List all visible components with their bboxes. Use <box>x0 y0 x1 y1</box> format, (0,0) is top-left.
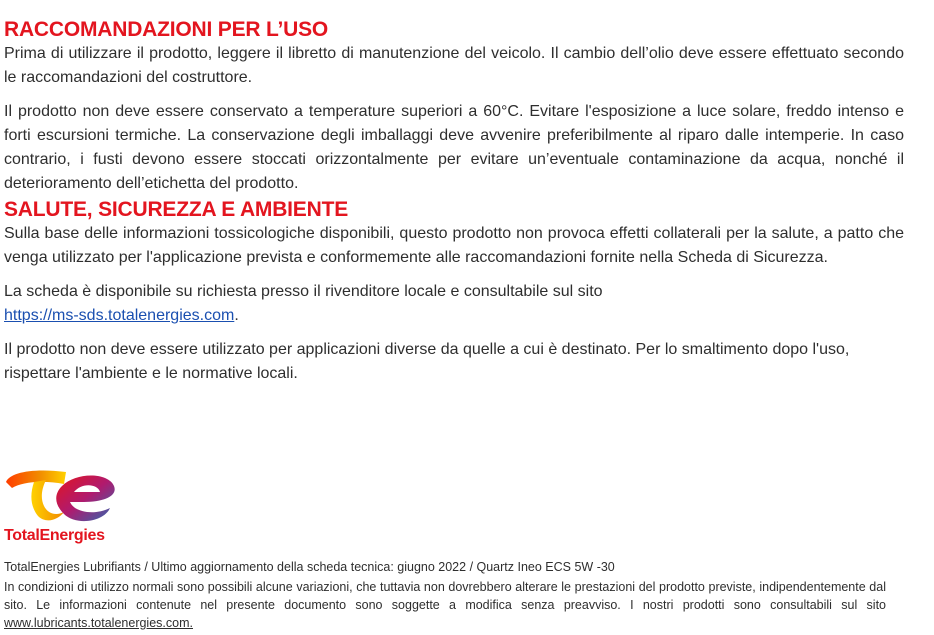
sds-link[interactable]: https://ms-sds.totalenergies.com <box>4 307 235 324</box>
brand-name: TotalEnergies <box>4 527 105 544</box>
footer-revision-line: TotalEnergies Lubrifiants / Ultimo aggiornamento della scheda tecnica: giugno 2022 / Quartz Ineo ECS 5W -30 <box>4 560 615 574</box>
document-body <box>4 18 904 386</box>
sds-availability-text: La scheda è disponibile su richiesta presso il rivenditore locale e consultabile sul sito <box>4 283 603 300</box>
health-section-title: SALUTE, SICUREZZA E AMBIENTE <box>4 198 349 221</box>
usage-paragraph-2: Il prodotto non deve essere conservato a temperature superiori a 60°C. Evitare l'esposizione a luce solare, freddo intenso e forti escursioni termiche. La conservazione degli imballaggi deve avvenire preferibilmente al riparo dalle intemperie. In caso contrario, i fusti devono essere stoccati orizzontalmente per evitare un’eventuale contaminazione da acqua, nonché il deterioramento dell’etichetta del prodotto. <box>4 103 904 192</box>
footer-site-link[interactable]: www.lubricants.totalenergies.com. <box>4 616 193 630</box>
health-paragraph-2 <box>4 280 904 328</box>
usage-section-title: RACCOMANDAZIONI PER L’USO <box>4 18 329 41</box>
health-paragraph-1: Sulla base delle informazioni tossicologiche disponibili, questo prodotto non provoca effetti collaterali per la salute, a patto che venga utilizzato per l'applicazione prevista e conformemente alle raccomandazioni fornite nella Scheda di Sicurezza. <box>4 225 904 266</box>
footer <box>4 558 886 632</box>
footer-disclaimer <box>4 578 886 632</box>
health-paragraph-3: Il prodotto non deve essere utilizzato per applicazioni diverse da quelle a cui è destinato. Per lo smaltimento dopo l'uso, rispettare l'ambiente e le normative locali. <box>4 341 850 382</box>
usage-paragraph-1: Prima di utilizzare il prodotto, leggere il libretto di manutenzione del veicolo. Il cambio dell’olio deve essere effettuato secondo le raccomandazioni del costruttore. <box>4 45 904 86</box>
sds-link-suffix: . <box>234 307 239 324</box>
footer-disclaimer-text: In condizioni di utilizzo normali sono possibili alcune variazioni, che tuttavia non dovrebbero alterare le prestazioni del prodotto previste, indipendentemente dal sito. Le informazioni contenute nel presente documento sono soggette a modifica senza preavviso. I nostri prodotti sono consultabili sul sito <box>4 580 886 612</box>
